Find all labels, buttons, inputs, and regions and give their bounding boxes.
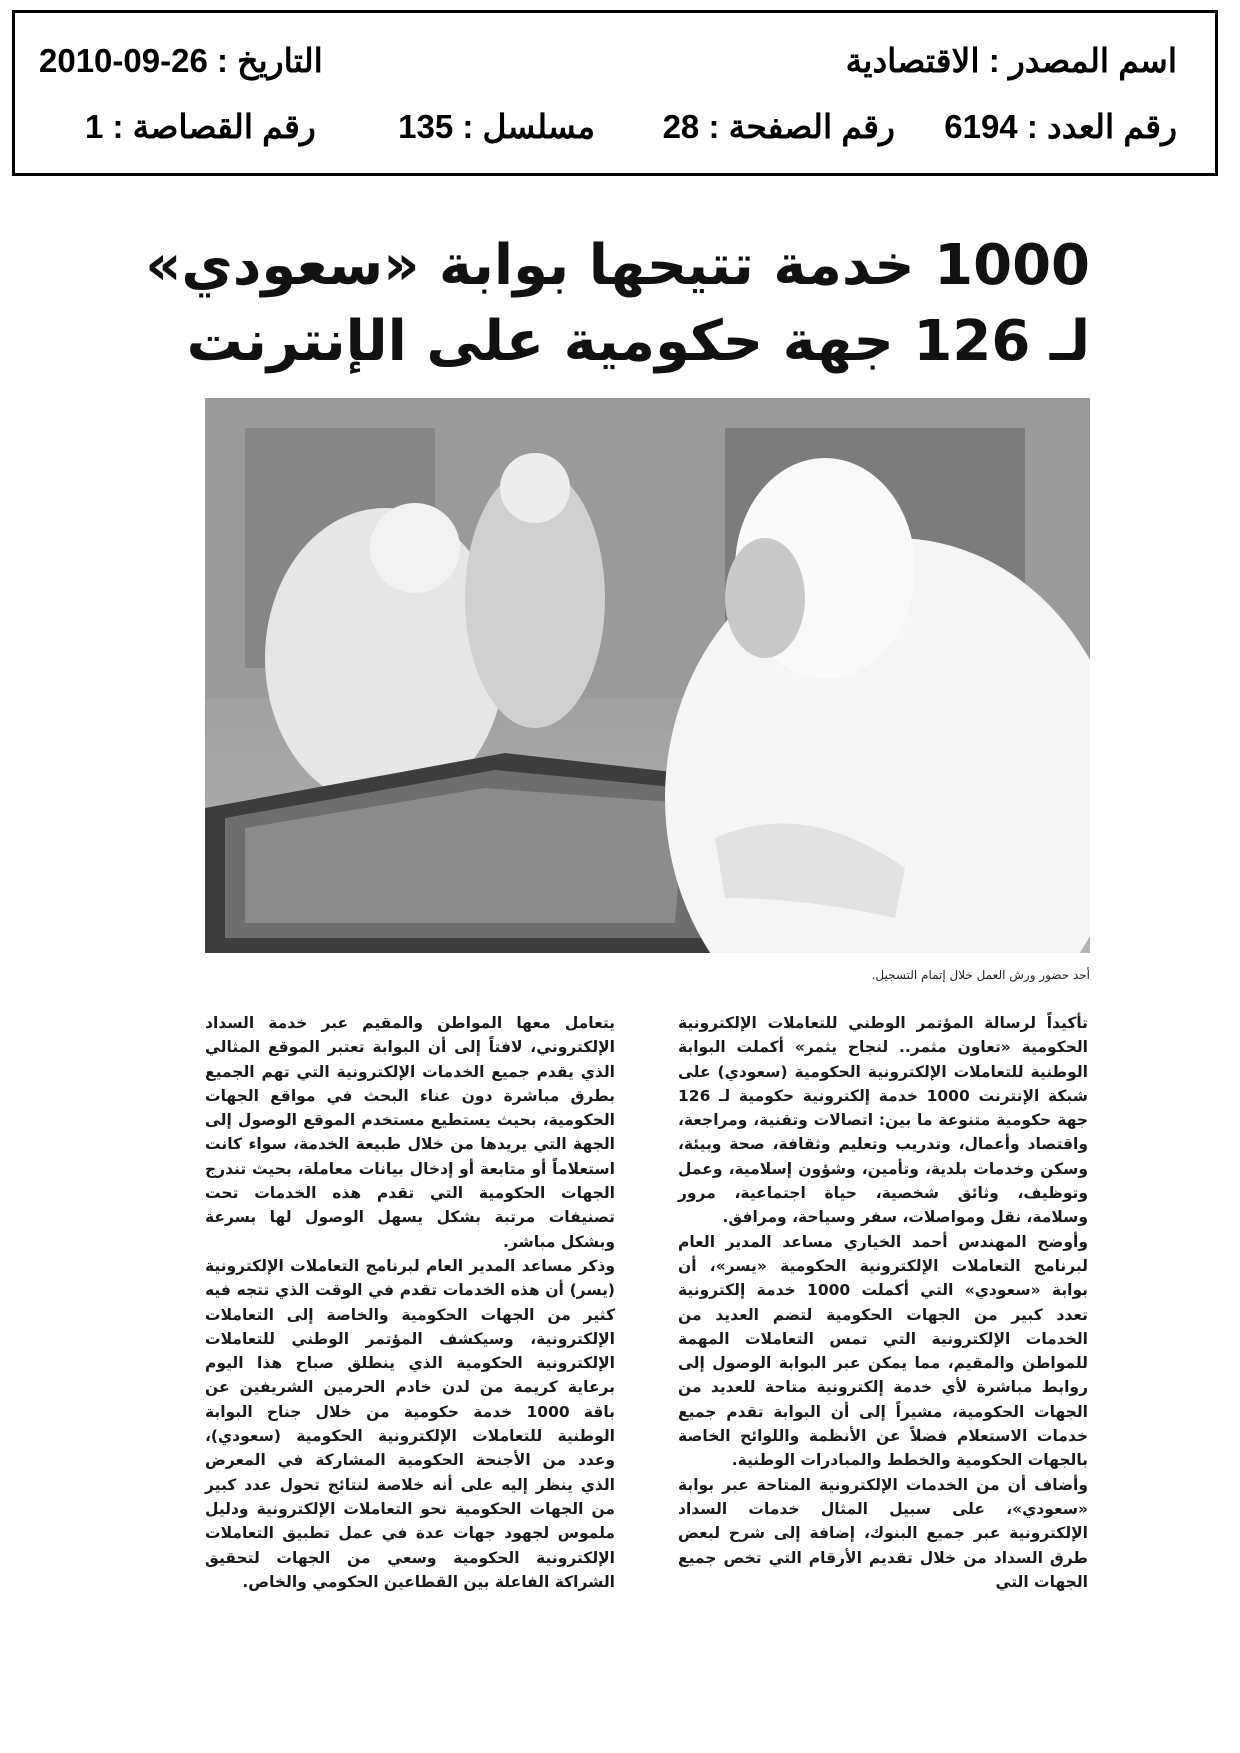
page-label: رقم الصفحة : 28 xyxy=(662,108,895,145)
text-column-right xyxy=(678,1011,1088,1594)
issue-label: رقم العدد : 6194 xyxy=(944,108,1177,145)
photo-caption: أحد حضور ورش العمل خلال إتمام التسجيل. xyxy=(871,968,1090,982)
headline-line-2: لـ 126 جهة حكومية على الإنترنت xyxy=(186,309,1090,374)
serial-label: مسلسل : 135 xyxy=(398,108,595,145)
headline-line-1: 1000 خدمة تتيحها بوابة «سعودي» xyxy=(145,233,1090,298)
date-label: التاريخ : 26-09-2010 xyxy=(39,42,323,79)
paragraph: وأوضح المهندس أحمد الخياري مساعد المدير العام لبرنامج التعاملات الإلكترونية الحكومية «يسر»، أن بوابة «سعودي» التي أكملت 1000 خدمة إلكترونية تعدد كبير من الجهات الحكومية لتضم العديد من الخدمات الإلكترونية التي تمس التعاملات المهمة للمواطن والمقيم، مما يمكن عبر البوابة الوصول إلى روابط مباشرة لأي خدمة إلكترونية متاحة للعديد من الجهات الحكومية، مشيراً إلى أن البوابة تقدم جميع خدمات الاستعلام فضلاً عن الأنظمة واللوائح الخاصة بالجهات الحكومية والخطط والمبادرات الوطنية. xyxy=(678,1232,1088,1470)
source-label: اسم المصدر : الاقتصادية xyxy=(845,42,1177,79)
clip-number-label: رقم القصاصة : 1 xyxy=(85,108,316,145)
paragraph: وذكر مساعد المدير العام لبرنامج التعاملات الإلكترونية (يسر) أن هذه الخدمات تقدم في الوقت الذي تتجه فيه كثير من الجهات الحكومية والخاصة إلى التعاملات الإلكترونية، وسيكشف المؤتمر الوطني للتعاملات الإلكترونية الحكومية الذي ينطلق صباح هذا اليوم برعاية كريمة من لدن خادم الحرمين الشريفين عن باقة 1000 خدمة حكومية من خلال جناح البوابة الوطنية للتعاملات الإلكترونية الحكومية (سعودي)، وعدد من الأجنحة الحكومية المشاركة في المعرض الذي ينظر إليه على أنه خلاصة لنتائج تحول عدد كبير من الجهات الحكومية نحو التعاملات الإلكترونية ودليل ملموس لجهود جهات عدة في عمل تطبيق التعاملات الإلكترونية الحكومية وسعي من الجهات لتحقيق الشراكة الفاعلة بين القطاعين الحكومي والخاص. xyxy=(205,1256,615,1591)
article-photo xyxy=(205,398,1090,953)
newspaper-article xyxy=(130,228,1090,1738)
photo-illustration xyxy=(205,398,1090,953)
paragraph: يتعامل معها المواطن والمقيم عبر خدمة السداد الإلكتروني، لافتاً إلى أن البوابة تعتبر الموقع المثالي الذي يقدم جميع الخدمات الإلكترونية التي تهم الجميع بطرق مباشرة دون عناء البحث في مواقع الجهات الحكومية، بحيث يستطيع مستخدم الموقع الوصول إلى الجهة التي يريدها من خلال طبيعة الخدمة، سواء كانت استعلاماً أو متابعة أو إدخال بيانات معاملة، بحيث تندرج الجهات الحكومية التي تقدم هذه الخدمات تحت تصنيفات مرتبة بشكل يسهل الوصول لها بسرعة وبشكل مباشر. xyxy=(205,1014,615,1251)
text-column-left xyxy=(205,1011,615,1594)
paragraph: وأضاف أن من الخدمات الإلكترونية المتاحة عبر بوابة «سعودي»، على سبيل المثال خدمات السداد الإلكترونية عبر جميع البنوك، إضافة إلى شرح لبعض طرق السداد من خلال تقديم الأرقام التي تخص جميع الجهات التي xyxy=(678,1475,1088,1591)
clipping-header-box xyxy=(12,10,1218,176)
paragraph: تأكيداً لرسالة المؤتمر الوطني للتعاملات الإلكترونية الحكومية «تعاون مثمر.. لنجاح يثمر» أكملت البوابة الوطنية للتعاملات الإلكترونية الحكومية (سعودي) على شبكة الإنترنت 1000 خدمة إلكترونية حكومية لـ 126 جهة حكومية متنوعة ما بين: اتصالات وتقنية، ومراجعة، واقتصاد وأعمال، وتدريب وتعليم وثقافة، صحة وبيئة، وسكن وخدمات بلدية، وتأمين، وشؤون إسلامية، وعمل وتوظيف، وثائق شخصية، حياة اجتماعية، مرور وسلامة، نقل ومواصلات، سفر وسياحة، ومرافق. xyxy=(678,1014,1088,1227)
